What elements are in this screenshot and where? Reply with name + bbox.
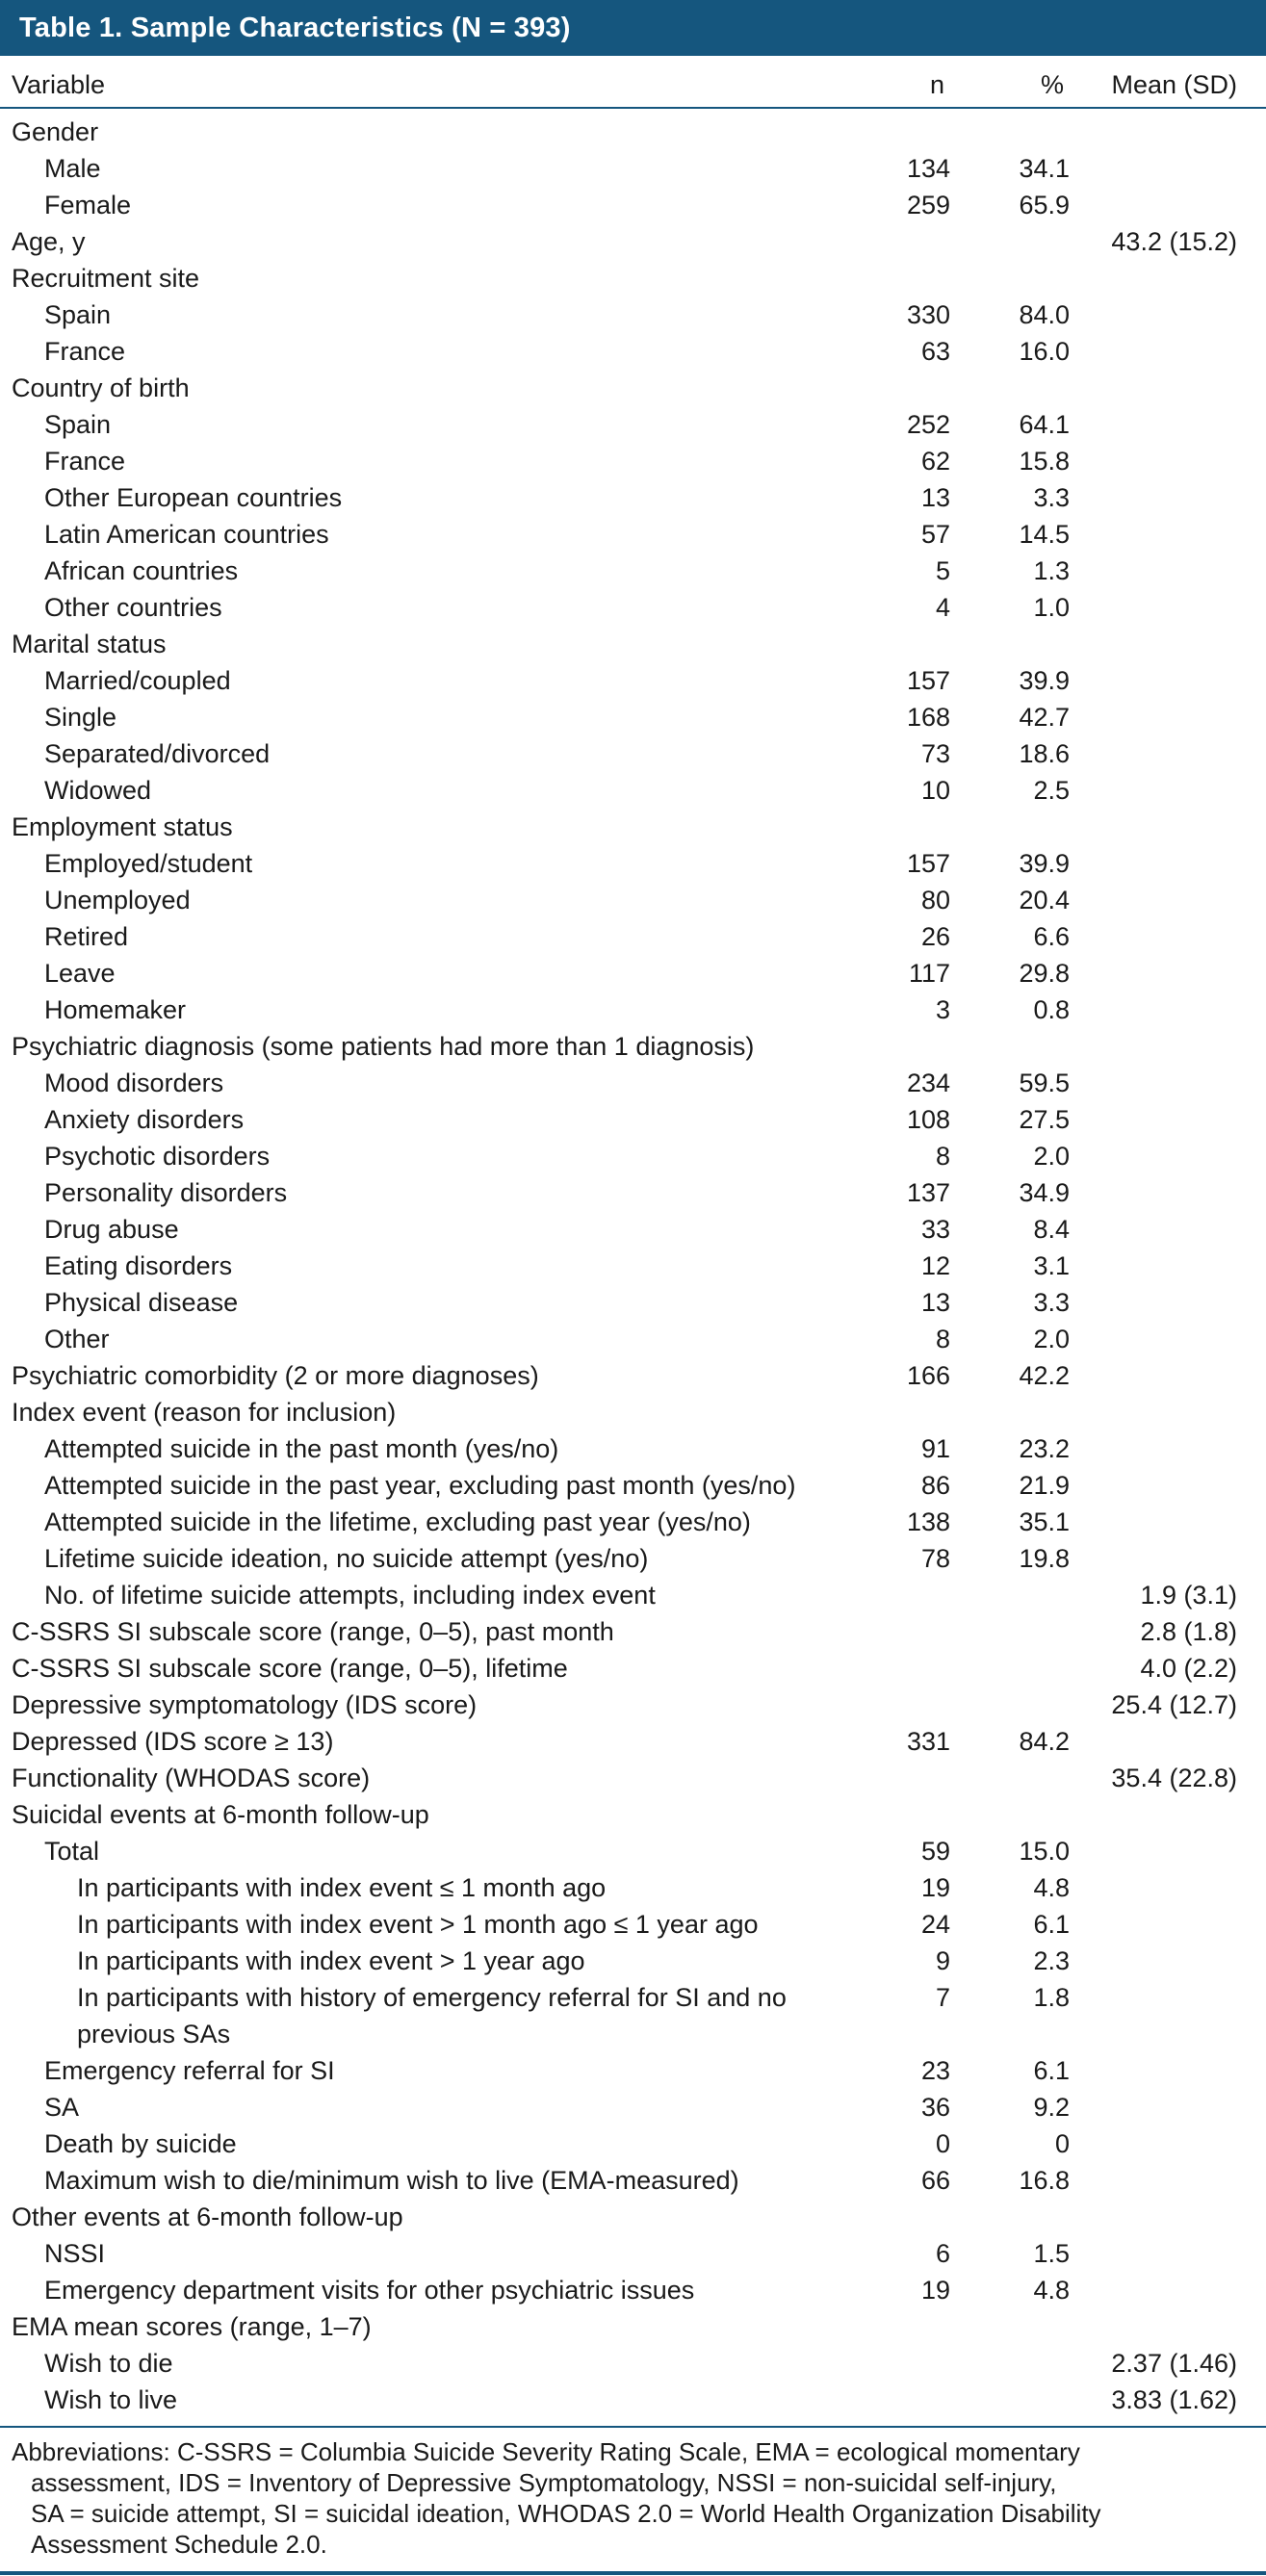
row-n-value: 137 [906,1178,950,1207]
row-label: Widowed [44,776,152,805]
table-row [0,699,1266,735]
row-label: Lifetime suicide ideation, no suicide attempt (yes/no) [44,1544,649,1573]
row-pct-value: 39.9 [1019,849,1070,878]
row-pct-value: 2.3 [1033,1946,1070,1975]
row-pct-value: 42.7 [1019,703,1070,732]
row-pct-value: 84.0 [1019,300,1070,329]
row-pct-value: 2.5 [1033,776,1070,805]
row-pct-value: 0.8 [1033,995,1070,1024]
row-label: Employed/student [44,849,253,878]
row-label: Death by suicide [44,2129,237,2158]
row-pct-value: 4.8 [1033,1873,1070,1902]
row-mean-sd-value: 43.2 (15.2) [1111,227,1237,256]
row-pct-value: 6.1 [1033,2056,1070,2085]
row-pct-value: 2.0 [1033,1325,1070,1353]
table-row [0,1065,1266,1101]
table-row [0,2345,1266,2382]
row-pct-value: 20.4 [1019,886,1070,914]
row-label: African countries [44,556,239,585]
row-label: Employment status [12,812,233,841]
row-n-value: 78 [920,1544,950,1573]
row-pct-value: 3.1 [1033,1251,1070,1280]
row-label: In participants with history of emergency referral for SI and no previous SAs [77,1983,787,2048]
table-row [0,992,1266,1028]
row-label: Recruitment site [12,264,200,293]
row-pct-value: 9.2 [1033,2093,1070,2122]
table-row [0,845,1266,882]
row-label: Country of birth [12,374,190,402]
table-row [0,1577,1266,1613]
row-pct-value: 4.8 [1033,2276,1070,2305]
row-n-value: 33 [920,1215,950,1244]
row-label: Emergency department visits for other psychiatric issues [44,2276,695,2305]
row-pct-value: 1.8 [1033,1983,1070,2012]
row-label: Personality disorders [44,1178,288,1207]
row-label: C-SSRS SI subscale score (range, 0–5), lifetime [12,1654,568,1683]
row-label: Attempted suicide in the past year, excluding past month (yes/no) [44,1471,796,1500]
row-label: SA [44,2093,80,2122]
table-row [0,1540,1266,1577]
table-row [0,2272,1266,2308]
row-pct-value: 34.1 [1019,154,1070,183]
row-label: Eating disorders [44,1251,233,1280]
table-row [0,662,1266,699]
table-row [0,1394,1266,1430]
row-label: Wish to die [44,2349,173,2378]
row-pct-value: 34.9 [1019,1178,1070,1207]
row-mean-sd-value: 3.83 (1.62) [1111,2385,1237,2414]
row-label: Psychiatric comorbidity (2 or more diagnoses) [12,1361,539,1390]
table-row [0,150,1266,187]
row-n-value: 9 [935,1946,950,1975]
table-row [0,918,1266,955]
row-n-value: 117 [908,959,950,988]
row-pct-value: 39.9 [1019,666,1070,695]
row-label: Functionality (WHODAS score) [12,1764,371,1792]
row-label: Latin American countries [44,520,329,549]
row-pct-value: 29.8 [1019,959,1070,988]
row-label: Attempted suicide in the lifetime, excluding past year (yes/no) [44,1507,751,1536]
table-row [0,1174,1266,1211]
row-label: Drug abuse [44,1215,179,1244]
column-header-variable: Variable [12,70,106,99]
row-n-value: 8 [935,1325,950,1353]
row-label: Other [44,1325,110,1353]
table-row [0,2235,1266,2272]
row-label: Suicidal events at 6-month follow-up [12,1800,429,1829]
table-row [0,735,1266,772]
row-label: Unemployed [44,886,191,914]
table-row [0,443,1266,479]
column-header-pct: % [1040,70,1064,99]
row-n-value: 157 [906,666,950,695]
row-n-value: 36 [920,2093,950,2122]
table-row [0,114,1266,150]
row-label: Homemaker [44,995,187,1024]
row-label: Depressive symptomatology (IDS score) [12,1690,478,1719]
row-pct-value: 35.1 [1019,1507,1070,1536]
row-label: France [44,337,126,366]
table-row [0,1979,1266,2052]
row-label: Retired [44,922,129,951]
row-label: Maximum wish to die/minimum wish to live (EMA-measured) [44,2166,739,2195]
column-header-n: n [929,70,944,99]
column-header-row [0,56,1266,107]
row-mean-sd-value: 2.8 (1.8) [1140,1617,1237,1646]
row-n-value: 63 [920,337,950,366]
row-pct-value: 1.0 [1033,593,1070,622]
row-label: Physical disease [44,1288,239,1317]
table-row [0,1467,1266,1504]
row-label: NSSI [44,2239,106,2268]
table-row [0,260,1266,296]
row-pct-value: 18.6 [1019,739,1070,768]
table-title: Table 1. Sample Characteristics (N = 393) [19,13,571,43]
row-label: Anxiety disorders [44,1105,245,1134]
row-label: No. of lifetime suicide attempts, including index event [44,1581,656,1610]
row-label: Spain [44,410,112,439]
row-pct-value: 2.0 [1033,1142,1070,1171]
table-row [0,1906,1266,1943]
table-row [0,1869,1266,1906]
row-label: Other countries [44,593,222,622]
row-n-value: 10 [920,776,950,805]
row-n-value: 23 [920,2056,950,2085]
table-row [0,1723,1266,1760]
row-pct-value: 0 [1054,2129,1070,2158]
table-row [0,1833,1266,1869]
footnote-line: Abbreviations: C-SSRS = Columbia Suicide Severity Rating Scale, EMA = ecological momentary [12,2437,1080,2466]
row-label: Psychotic disorders [44,1142,271,1171]
row-n-value: 73 [920,739,950,768]
row-pct-value: 15.8 [1019,447,1070,476]
row-label: Psychiatric diagnosis (some patients had more than 1 diagnosis) [12,1032,755,1061]
row-n-value: 7 [935,1983,950,2012]
row-pct-value: 19.8 [1019,1544,1070,1573]
row-pct-value: 3.3 [1033,483,1070,512]
table-row [0,187,1266,223]
row-pct-value: 27.5 [1019,1105,1070,1134]
table-row [0,1248,1266,1284]
row-label: Gender [12,117,99,146]
row-mean-sd-value: 25.4 (12.7) [1111,1690,1237,1719]
footnote-line: Assessment Schedule 2.0. [31,2530,327,2559]
row-label: Wish to live [44,2385,178,2414]
table-row [0,296,1266,333]
row-label: France [44,447,126,476]
row-label: Spain [44,300,112,329]
row-mean-sd-value: 2.37 (1.46) [1111,2349,1237,2378]
row-n-value: 108 [906,1105,950,1134]
row-pct-value: 84.2 [1019,1727,1070,1756]
table-row [0,1321,1266,1357]
table-row [0,1028,1266,1065]
table-row [0,2308,1266,2345]
table-row [0,1430,1266,1467]
footnote-line: assessment, IDS = Inventory of Depressive Symptomatology, NSSI = non-suicidal self-injury, [31,2468,1057,2497]
row-label: Married/coupled [44,666,231,695]
row-n-value: 13 [920,483,950,512]
table-row [0,2052,1266,2089]
table-row [0,1687,1266,1723]
row-label: EMA mean scores (range, 1–7) [12,2312,372,2341]
row-pct-value: 21.9 [1019,1471,1070,1500]
row-n-value: 3 [935,995,950,1024]
row-mean-sd-value: 1.9 (3.1) [1140,1581,1237,1610]
row-label: C-SSRS SI subscale score (range, 0–5), past month [12,1617,614,1646]
table-row [0,1284,1266,1321]
row-mean-sd-value: 4.0 (2.2) [1140,1654,1237,1683]
table-row [0,626,1266,662]
row-label: Mood disorders [44,1069,224,1097]
table-row [0,955,1266,992]
table-row [0,479,1266,516]
row-n-value: 62 [920,447,950,476]
table-row [0,223,1266,260]
row-pct-value: 14.5 [1019,520,1070,549]
table-row [0,2089,1266,2125]
row-label: Other European countries [44,483,343,512]
table-row [0,370,1266,406]
row-label: Depressed (IDS score ≥ 13) [12,1727,334,1756]
row-pct-value: 16.8 [1019,2166,1070,2195]
table-row [0,589,1266,626]
row-label: In participants with index event > 1 year ago [77,1946,585,1975]
row-n-value: 86 [920,1471,950,1500]
row-n-value: 80 [920,886,950,914]
table-row [0,516,1266,553]
table-row [0,1504,1266,1540]
column-header-mean-sd: Mean (SD) [1111,70,1237,99]
row-pct-value: 6.6 [1033,922,1070,951]
table-row [0,2382,1266,2418]
table-row [0,2125,1266,2162]
row-label: Male [44,154,101,183]
row-label: Separated/divorced [44,739,271,768]
table-body [0,109,1266,2426]
row-n-value: 259 [906,191,950,219]
table-title-bar [0,0,1266,56]
table-row [0,1211,1266,1248]
row-pct-value: 15.0 [1019,1837,1070,1866]
row-label: Index event (reason for inclusion) [12,1398,397,1427]
row-n-value: 138 [906,1507,950,1536]
row-pct-value: 16.0 [1019,337,1070,366]
row-label: Attempted suicide in the past month (yes/no) [44,1434,559,1463]
footnote-line: SA = suicide attempt, SI = suicidal ideation, WHODAS 2.0 = World Health Organization Disability [31,2499,1101,2528]
row-label: Female [44,191,132,219]
row-n-value: 59 [920,1837,950,1866]
row-pct-value: 8.4 [1033,1215,1070,1244]
row-n-value: 66 [920,2166,950,2195]
row-n-value: 330 [906,300,950,329]
row-label: Leave [44,959,116,988]
table-row [0,1101,1266,1138]
row-pct-value: 1.5 [1033,2239,1070,2268]
row-n-value: 157 [906,849,950,878]
row-n-value: 19 [920,2276,950,2305]
footnote [0,2428,1266,2571]
row-n-value: 252 [906,410,950,439]
row-n-value: 24 [920,1910,950,1939]
table-row [0,1760,1266,1796]
row-label: Total [44,1837,100,1866]
bottom-rule [0,2571,1266,2575]
row-label: In participants with index event ≤ 1 month ago [77,1873,607,1902]
row-n-value: 134 [906,154,950,183]
row-pct-value: 65.9 [1019,191,1070,219]
row-pct-value: 42.2 [1019,1361,1070,1390]
row-n-value: 5 [935,556,950,585]
row-pct-value: 6.1 [1033,1910,1070,1939]
row-label: Single [44,703,117,732]
row-n-value: 4 [935,593,950,622]
row-pct-value: 3.3 [1033,1288,1070,1317]
row-n-value: 91 [920,1434,950,1463]
row-n-value: 12 [920,1251,950,1280]
table-row [0,2199,1266,2235]
row-mean-sd-value: 35.4 (22.8) [1111,1764,1237,1792]
row-pct-value: 64.1 [1019,410,1070,439]
row-n-value: 234 [906,1069,950,1097]
table-row [0,809,1266,845]
row-n-value: 26 [920,922,950,951]
row-label: Age, y [12,227,86,256]
row-label: Emergency referral for SI [44,2056,335,2085]
row-n-value: 19 [920,1873,950,1902]
table-row [0,1613,1266,1650]
table-row [0,553,1266,589]
row-pct-value: 23.2 [1019,1434,1070,1463]
row-n-value: 168 [906,703,950,732]
row-n-value: 0 [935,2129,950,2158]
row-label: Marital status [12,630,167,658]
row-pct-value: 59.5 [1019,1069,1070,1097]
row-label: Other events at 6-month follow-up [12,2202,403,2231]
table-row [0,882,1266,918]
table-row [0,1650,1266,1687]
row-pct-value: 1.3 [1033,556,1070,585]
row-n-value: 331 [906,1727,950,1756]
table-row [0,406,1266,443]
table-row [0,1796,1266,1833]
row-n-value: 13 [920,1288,950,1317]
row-label: In participants with index event > 1 month ago ≤ 1 year ago [77,1910,759,1939]
table-row [0,333,1266,370]
table-row [0,2162,1266,2199]
table-row [0,772,1266,809]
table-row [0,1357,1266,1394]
row-n-value: 166 [906,1361,950,1390]
table-row [0,1943,1266,1979]
table-row [0,1138,1266,1174]
row-n-value: 8 [935,1142,950,1171]
row-n-value: 57 [920,520,950,549]
row-n-value: 6 [935,2239,950,2268]
